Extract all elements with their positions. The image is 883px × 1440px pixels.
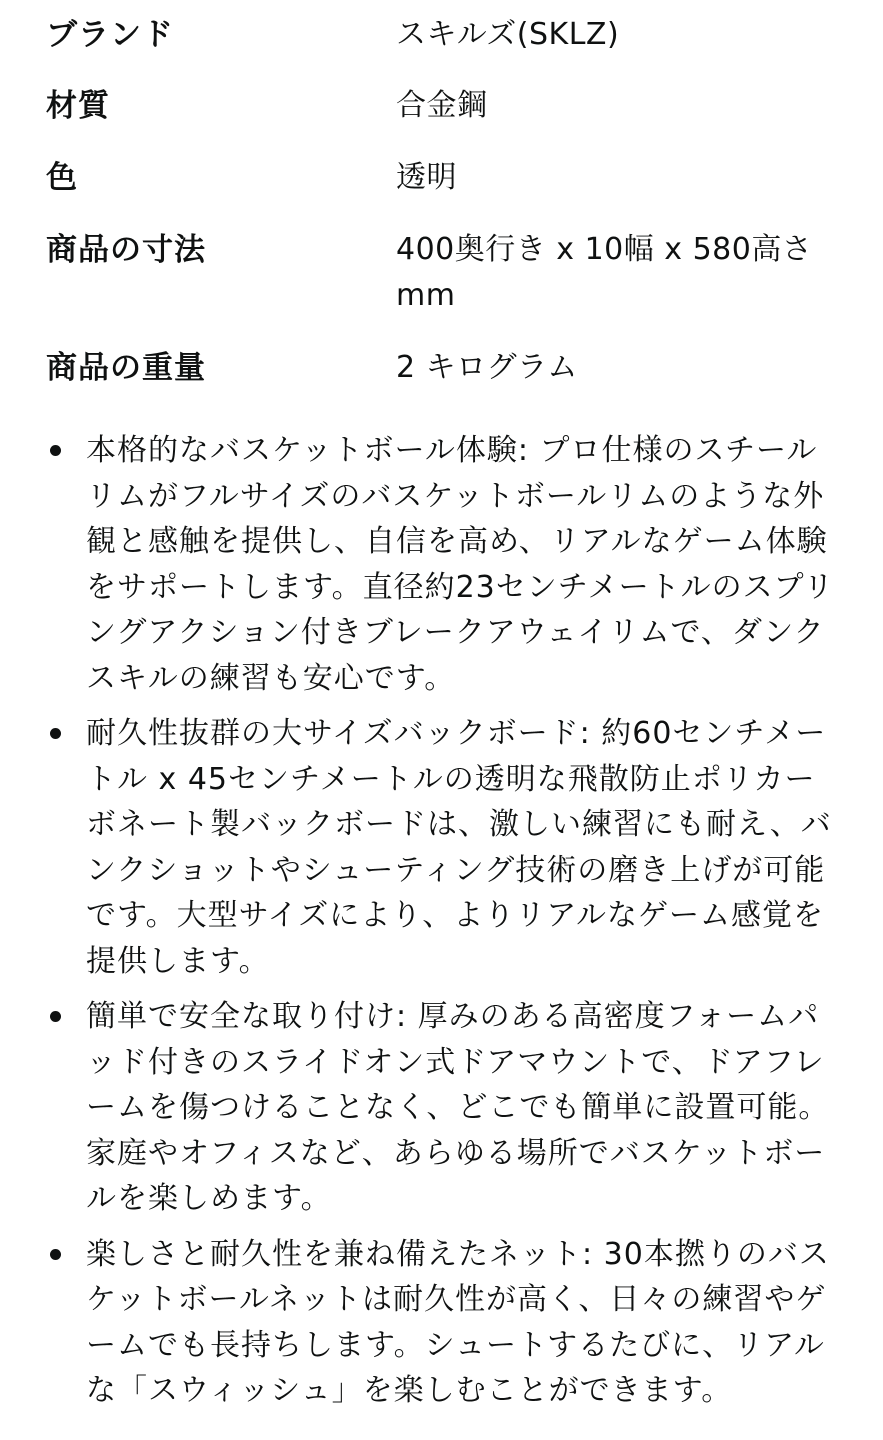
- spec-row-dimensions: [46, 227, 846, 345]
- list-item: [46, 711, 846, 984]
- spec-value: スキルズ(SKLZ): [396, 17, 620, 52]
- spec-row-brand: [46, 12, 846, 83]
- bullet-text: 耐久性抜群の大サイズバックボード: 約60センチメートル x 45センチメートルの透明な飛散防止ポリカーボネート製バックボードは、激しい練習にも耐え、バンクショットやシューティング技術の磨き上げが可能です。大型サイズにより、よりリアルなゲーム感覚を提供します。: [86, 716, 832, 979]
- bullet-text: 楽しさと耐久性を兼ね備えたネット: 30本撚りのバスケットボールネットは耐久性が高く、日々の練習やゲームでも長持ちします。シュートするたびに、リアルな「スウィッシュ」を楽しむことができます。: [86, 1236, 830, 1408]
- bullet-text: 簡単で安全な取り付け: 厚みのある高密度フォームパッド付きのスライドオン式ドアマウントで、ドアフレームを傷つけることなく、どこでも簡単に設置可能。家庭やオフィスなど、あらゆる場所でバスケットボールを楽しめます。: [86, 999, 830, 1216]
- list-item: [46, 994, 846, 1222]
- spec-label: 商品の寸法: [46, 232, 206, 268]
- spec-row-weight: [46, 345, 846, 405]
- spec-value: 合金鋼: [396, 88, 488, 123]
- spec-value: 2 キログラム: [396, 350, 578, 385]
- list-item: [46, 1232, 846, 1414]
- spec-value: 400奥行き x 10幅 x 580高さ mm: [396, 232, 813, 313]
- spec-row-color: [46, 155, 846, 227]
- feature-bullet-list: [46, 428, 846, 1424]
- bullet-text: 本格的なバスケットボール体験: プロ仕様のスチールリムがフルサイズのバスケットボールリムのような外観と感触を提供し、自信を高め、リアルなゲーム体験をサポートします。直径約23センチメートルのスプリングアクション付きブレークアウェイリムで、ダンクスキルの練習も安心です。: [86, 433, 835, 696]
- product-specs-table: [46, 12, 846, 405]
- bullet-dot-icon: [50, 445, 61, 456]
- spec-row-material: [46, 83, 846, 155]
- spec-label: 商品の重量: [46, 350, 206, 386]
- bullet-dot-icon: [50, 728, 61, 739]
- spec-label: ブランド: [46, 17, 174, 53]
- list-item: [46, 428, 846, 701]
- bullet-dot-icon: [50, 1011, 61, 1022]
- spec-label: 材質: [46, 88, 110, 124]
- bullet-dot-icon: [50, 1249, 61, 1260]
- spec-value: 透明: [396, 160, 457, 195]
- spec-label: 色: [46, 160, 78, 196]
